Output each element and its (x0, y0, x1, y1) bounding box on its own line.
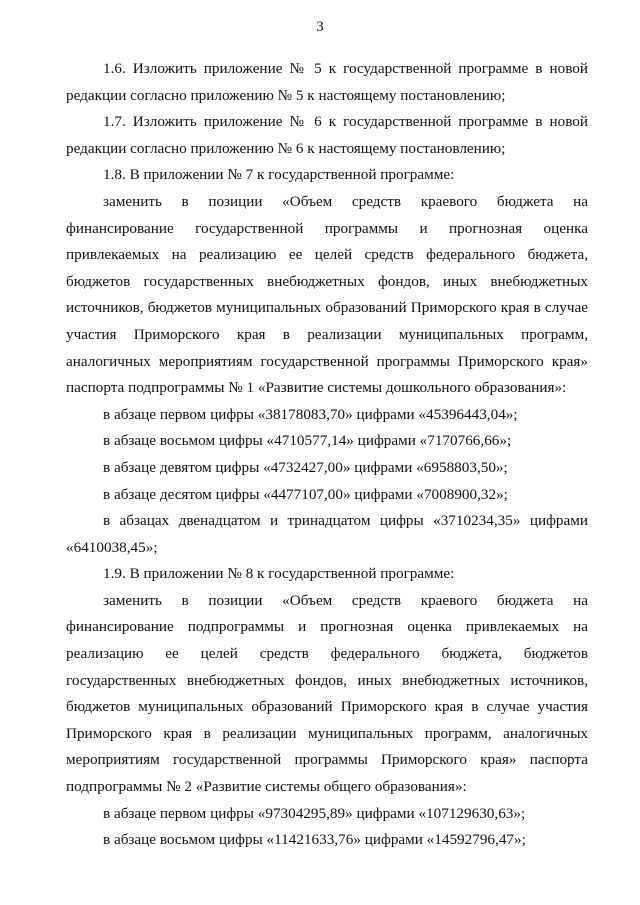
paragraph-1-9: 1.9. В приложении № 8 к государственной программе: (103, 565, 455, 583)
paragraph-1-9-item-1: в абзаце первом цифры «97304295,89» цифрами «107129630,63»; (103, 804, 526, 822)
paragraph-1-8-item-5: в абзацах двенадцатом и тринадцатом цифры «3710234,35» цифрами «6410038,45»; (66, 512, 588, 556)
paragraph-1-8-replace: заменить в позиции «Объем средств краевого бюджета на финансирование государственной программы и прогнозная оценка привлекаемых на реализацию ее целей средств федерального бюджета, бюджетов государственных внебюджетных фондов, иных внебюджетных источников, бюджетов муниципальных образований Приморского края в случае участия Приморского края в реализации муниципальных программ, аналогичных мероприятиям государственной программы Приморского края» паспорта подпрограммы № 1 «Развитие системы дошкольного образования»: (66, 192, 588, 397)
paragraph-1-8-item-2: в абзаце восьмом цифры «4710577,14» цифрами «7170766,66»; (103, 432, 512, 450)
paragraph-1-8-item-1: в абзаце первом цифры «38178083,70» цифрами «45396443,04»; (103, 405, 518, 423)
page-number: 3 (316, 19, 324, 35)
paragraph-1-6: 1.6. Изложить приложение № 5 к государственной программе в новой редакции согласно приложению № 5 к настоящему постановлению; (66, 60, 588, 104)
document-body (66, 56, 588, 854)
paragraph-1-8: 1.8. В приложении № 7 к государственной программе: (103, 166, 455, 184)
paragraph-1-9-replace: заменить в позиции «Объем средств краевого бюджета на финансирование подпрограммы и прогнозная оценка привлекаемых на реализацию ее целей средств федерального бюджета, бюджетов государственных внебюджетных фондов, иных внебюджетных источников, бюджетов муниципальных образований Приморского края в случае участия Приморского края в реализации муниципальных программ, аналогичных мероприятиям государственной программы Приморского края» паспорта подпрограммы № 2 «Развитие системы общего образования»: (66, 591, 588, 796)
paragraph-1-8-item-3: в абзаце девятом цифры «4732427,00» цифрами «6958803,50»; (103, 458, 508, 476)
paragraph-1-7: 1.7. Изложить приложение № 6 к государственной программе в новой редакции согласно приложению № 6 к настоящему постановлению; (66, 113, 588, 157)
paragraph-1-9-item-2: в абзаце восьмом цифры «11421633,76» цифрами «14592796,47»; (103, 831, 526, 849)
paragraph-1-8-item-4: в абзаце десятом цифры «4477107,00» цифрами «7008900,32»; (103, 485, 508, 503)
